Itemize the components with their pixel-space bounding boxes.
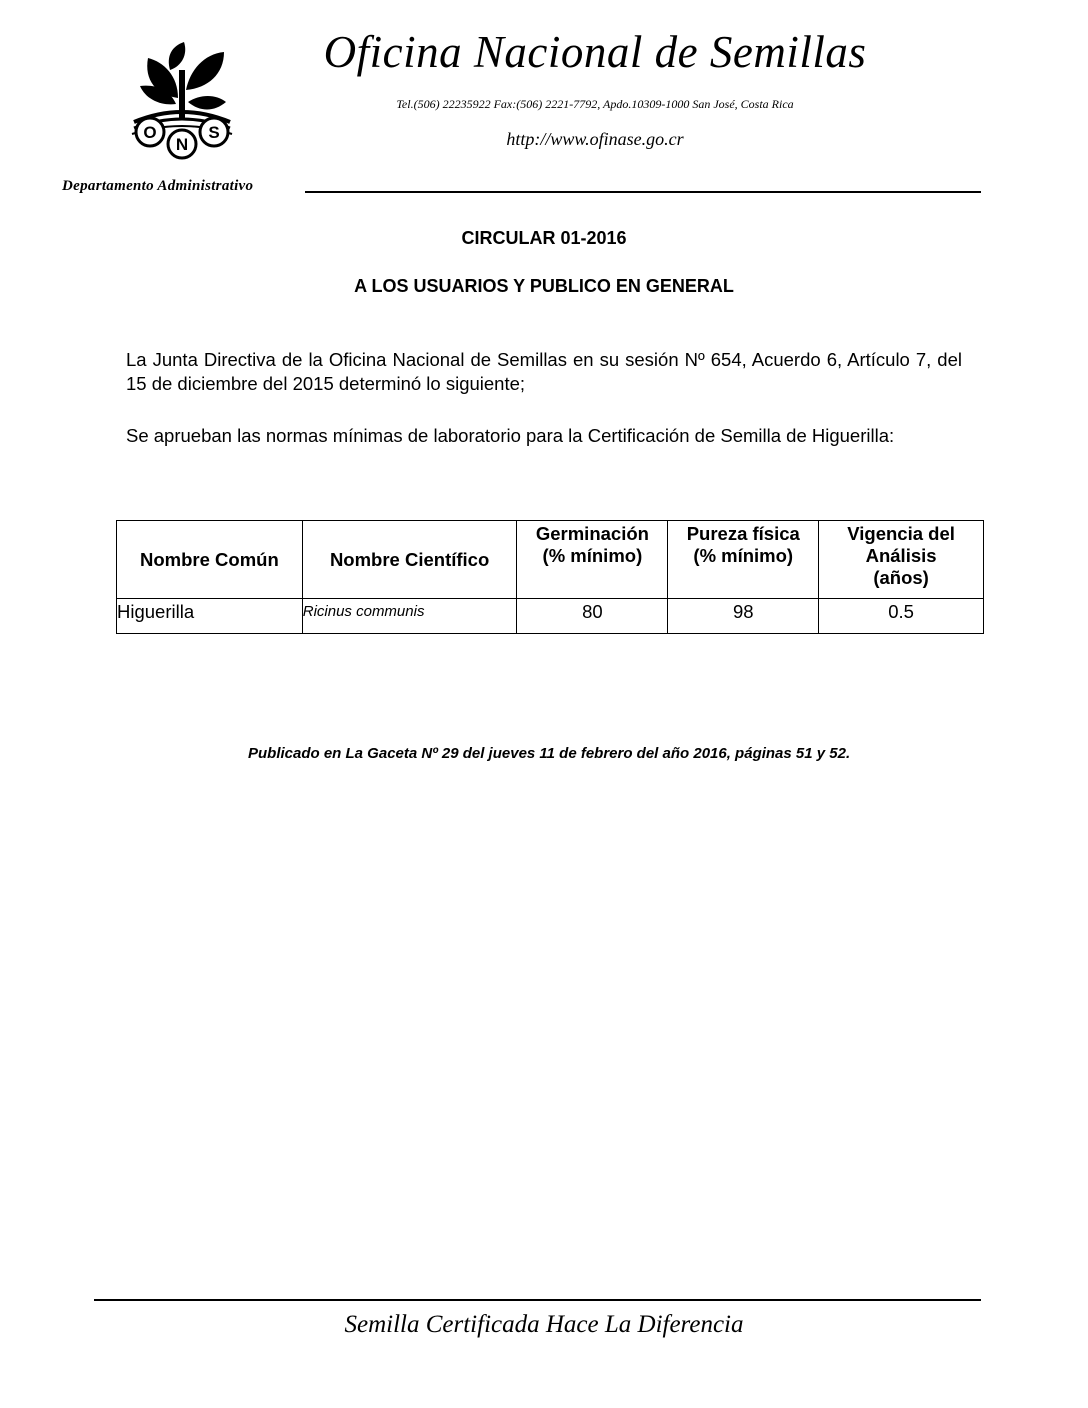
header-divider <box>305 191 981 193</box>
header-validity-line1: Vigencia del <box>847 523 955 544</box>
cell-common-name: Higuerilla <box>117 599 303 634</box>
table-row <box>117 599 984 634</box>
header-purity-line2: (% mínimo) <box>693 545 794 566</box>
contact-info: Tel.(506) 22235922 Fax:(506) 2221-7792, Apdo.10309-1000 San José, Costa Rica <box>396 97 794 111</box>
footer-divider <box>94 1299 981 1301</box>
logo-letter-o: O <box>143 123 157 142</box>
header-validity-line3: (años) <box>873 567 929 588</box>
circular-title: CIRCULAR 01-2016 <box>461 228 627 248</box>
logo-letter-n: N <box>175 135 189 154</box>
header-purity <box>668 521 819 599</box>
header-common-name: Nombre Común <box>117 521 303 599</box>
website-link[interactable]: http://www.ofinase.go.cr <box>506 129 684 149</box>
cell-purity: 98 <box>668 599 819 634</box>
cell-germination: 80 <box>517 599 668 634</box>
body-paragraph-2: Se aprueban las normas mínimas de laboratorio para la Certificación de Semilla de Higuerilla: <box>126 425 895 446</box>
publication-note: Publicado en La Gaceta Nº 29 del jueves 11 de febrero del año 2016, páginas 51 y 52. <box>248 745 851 762</box>
seed-standards-table <box>116 520 984 634</box>
footer-slogan: Semilla Certificada Hace La Diferencia <box>344 1311 744 1338</box>
organization-name: Oficina Nacional de Semillas <box>323 27 867 77</box>
header-validity <box>819 521 984 599</box>
header-germination-line2: (% mínimo) <box>542 545 643 566</box>
cell-scientific-name: Ricinus communis <box>302 599 517 634</box>
ons-logo <box>126 40 238 160</box>
table-header-row <box>117 521 984 599</box>
cell-validity: 0.5 <box>819 599 984 634</box>
header-purity-line1: Pureza física <box>686 523 800 544</box>
header-germination <box>517 521 668 599</box>
header-scientific-name: Nombre Científico <box>302 521 517 599</box>
department-name: Departamento Administrativo <box>62 178 254 194</box>
header-germination-line1: Germinación <box>535 523 649 544</box>
logo-letter-s: S <box>208 123 220 142</box>
circular-addressee: A LOS USUARIOS Y PUBLICO EN GENERAL <box>354 276 734 296</box>
body-paragraph-1: La Junta Directiva de la Oficina Nacional de Semillas en su sesión Nº 654, Acuerdo 6, Artículo 7, del 15 de diciembre del 2015 determinó lo siguiente; <box>126 349 962 394</box>
header-validity-line2: Análisis <box>865 545 937 566</box>
